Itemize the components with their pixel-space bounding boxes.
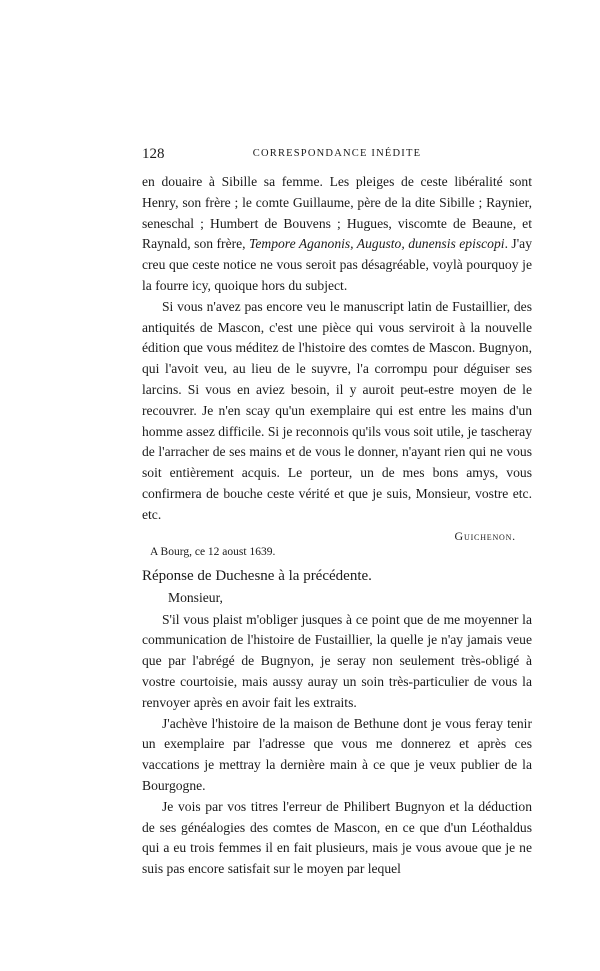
letter2-paragraph1: S'il vous plaist m'obliger jusques à ce point que de me moyenner la communication de l'histoire de Fustaillier, la quelle je n'ay jamais veue que par l'abrégé de Bugnyon, je seray non seulement très-obligé à vostre courtoisie, mais aussy auray un soin très-particulier de vous la renvoyer après en avoir fait les extraits.	[142, 611, 532, 710]
letter1-paragraph1-end: . J'ay creu que ceste notice ne vous seroit pas désagréable, voylà pourquoy je la fourre icy, quoique hors du subject.	[142, 236, 532, 293]
letter1-signature: Guichenon.	[454, 528, 516, 543]
page-number: 128	[142, 146, 165, 162]
letter1-paragraph1	[142, 172, 532, 297]
letter1-paragraph2: Si vous n'avez pas encore veu le manuscript latin de Fustaillier, des antiquités de Mascon, c'est une pièce qui vous serviroit à la nouvelle édition que vous méditez de l'histoire des comtes de Mascon. Bugnyon, qui l'avoit veu, au lieu de le suyvre, l'a corrompu pour déguiser ses larcins. Si vous en aviez besoin, il y auroit peut-estre moyen de le recouvrer. Je n'en scay qu'un exemplaire qui est entre les mains d'un homme assez difficile. Si je reconnois qu'ils vous soit utile, je tascheray de l'arracher de ses mains et de vous le donner, n'ayant rien qui ne vous soit entièrement acquis. Le porteur, un de mes bons amys, vous confirmera de bouche ceste vérité et que je suis, Monsieur, vostre etc. etc.	[142, 298, 532, 522]
document-page	[142, 146, 532, 880]
running-head: CORRESPONDANCE INÉDITE	[252, 148, 422, 159]
page-header	[142, 146, 532, 166]
letter2-paragraph3: Je vois par vos titres l'erreur de Philibert Bugnyon et la déduction de ses généalogies des comtes de Mascon, en ce que d'un Léothaldus qui a eu trois femmes il en fait plusieurs, mais je vous avoue que je ne suis pas encore satisfait sur le moyen par lequel	[142, 798, 532, 877]
letter2-title: Réponse de Duchesne à la précédente.	[142, 567, 372, 584]
letter1-paragraph1-text: en douaire à Sibille sa femme. Les pleiges de ceste libéralité sont Henry, son frère ; le comte Guillaume, père de la dite Sibille ; Raynier, seneschal ; Humbert de Bouvens ; Hugues, viscomte de Beaune, et Raynald, son frère,	[142, 174, 532, 252]
letter2-paragraph2: J'achève l'histoire de la maison de Bethune dont je vous feray tenir un exemplaire par l'adresse que vous me donnerez et après ces vaccations je mettray la dernière main à ce que je veux publier de la Bourgogne.	[142, 715, 532, 793]
letter1-dateline: A Bourg, ce 12 aoust 1639.	[150, 545, 276, 558]
letter1-latin-phrase: Tempore Aganonis, Augusto, dunensis episcopi	[249, 236, 505, 252]
letter2-salutation: Monsieur,	[168, 589, 223, 605]
